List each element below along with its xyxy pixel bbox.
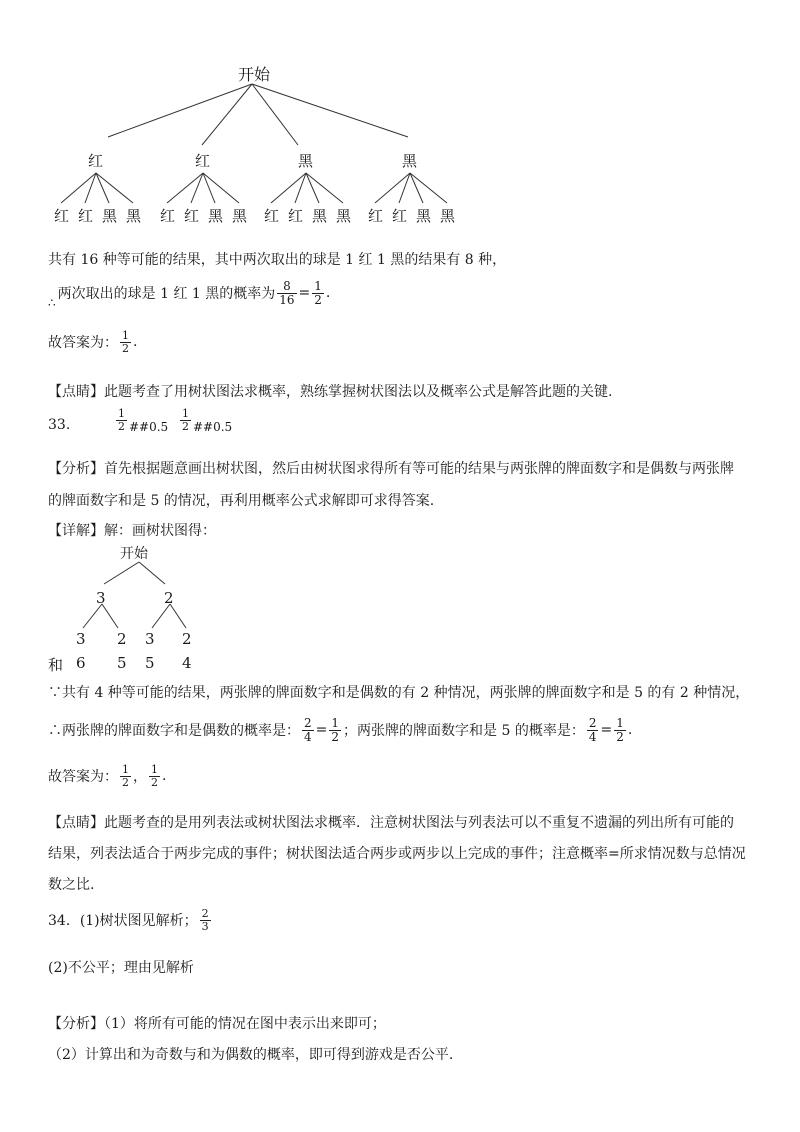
q33-answer-2: $\frac{1}{2}$ ##0.5 — [182, 407, 233, 434]
q33-analysis-line2: 的牌面数字和是 5 的情况，再利用概率公式求解即可求得答案. — [48, 493, 435, 509]
q32-result-line: 共有 16 种等可能的结果，其中两次取出的球是 1 红 1 黑的结果有 8 种， — [48, 252, 507, 268]
tree1-leaf: 黑 — [126, 207, 142, 225]
tree1-leaf: 红 — [78, 207, 94, 225]
tree2-sum: 5 — [117, 654, 127, 672]
tree1-leaf: 红 — [288, 207, 304, 225]
tree1-leaf: 红 — [392, 207, 408, 225]
tree2-sum: 6 — [76, 654, 86, 672]
tree1-leaf: 红 — [160, 207, 176, 225]
q34-answer-line2: (2)不公平；理由见解析 — [48, 960, 194, 976]
tree1-leaf: 黑 — [336, 207, 352, 225]
fraction: $\frac{2}{4}$ — [588, 715, 597, 744]
fraction: $\frac{2}{4}$ — [304, 715, 312, 744]
q33-answer: 故答案为： $\frac{1}{2}$ ， $\frac{1}{2}$ . — [48, 762, 167, 789]
tree1-leaf: 红 — [54, 207, 70, 225]
tree2-sum-label: 和 — [48, 656, 64, 674]
q32-probability-line: ∴ 两次取出的球是 1 红 1 黑的概率为 $\frac{8}{16}$ = $\frac{1}{2}$ . — [48, 278, 331, 310]
tree1-leaf: 黑 — [232, 207, 248, 225]
tree-diagram-1-lines — [0, 0, 800, 240]
fraction: $\frac{1}{2}$ — [122, 762, 129, 789]
tree2-root: 开始 — [120, 546, 148, 562]
answer-label: 故答案为： — [48, 335, 118, 351]
tree1-leaf: 黑 — [208, 207, 224, 225]
q33-comment-line1: 【点睛】此题考查的是用列表法或树状图法求概率．注意树状图法与列表法可以不重复不遗漏的列出所有可能的 — [48, 815, 734, 831]
tree2-leaf: 2 — [182, 630, 192, 648]
q33-because-line: ∵共有 4 种等可能的结果，两张牌的牌面数字和是偶数的有 2 种情况，两张牌的牌面数字和是 5 的有 2 种情况， — [48, 685, 750, 701]
tree1-node: 黑 — [402, 152, 418, 170]
tree2-sum: 4 — [182, 654, 192, 672]
tree1-leaf: 红 — [368, 207, 384, 225]
tree1-node: 黑 — [298, 152, 314, 170]
therefore-symbol: ∴ — [48, 296, 56, 310]
tree2-sum: 5 — [145, 654, 155, 672]
tree1-leaf: 黑 — [312, 207, 328, 225]
tree2-node: 3 — [96, 589, 106, 607]
fraction: $\frac{1}{2}$ — [151, 762, 158, 789]
q33-probability-line: ∴两张牌的牌面数字和是偶数的概率是： $\frac{2}{4}$ = $\frac{1}{2}$ ；两张牌的牌面数字和是 5 的概率是： $\frac{2}{4}$ = $\frac{1}{2}$ . — [48, 715, 633, 744]
tree1-root: 开始 — [238, 65, 271, 84]
q34-answer-line1: 34．(1)树状图见解析； $\frac{2}{3}$ — [48, 906, 209, 933]
q33-answer-line — [48, 408, 348, 438]
fraction: $\frac{1}{2}$ — [122, 328, 129, 355]
q34-analysis-line2: （2）计算出和为奇数与和为偶数的概率，即可得到游戏是否公平. — [48, 1047, 454, 1063]
q33-answer-1: $\frac{1}{2}$ ##0.5 — [118, 407, 169, 434]
tree1-leaf: 黑 — [102, 207, 118, 225]
tree2-leaf: 3 — [145, 630, 155, 648]
q34-analysis-line1: 【分析】（1）将所有可能的情况在图中表示出来即可； — [48, 1016, 386, 1032]
fraction: $\frac{1}{2}$ — [331, 715, 340, 744]
question-number: 33. — [48, 417, 71, 433]
fraction: $\frac{8}{16}$ — [279, 278, 295, 307]
q32-answer: 故答案为： $\frac{1}{2}$ . — [48, 328, 138, 355]
tree1-leaf: 黑 — [440, 207, 456, 225]
tree1-leaf: 黑 — [416, 207, 432, 225]
tree1-node: 红 — [195, 152, 211, 170]
q33-comment-line3: 数之比. — [48, 877, 95, 893]
q33-detail: 【详解】解：画树状图得： — [48, 523, 216, 539]
answer-label: 故答案为： — [48, 769, 118, 785]
tree1-leaf: 红 — [264, 207, 280, 225]
tree2-leaf: 3 — [76, 630, 86, 648]
tree1-node: 红 — [88, 152, 104, 170]
tree2-leaf: 2 — [117, 630, 127, 648]
tree1-leaf: 红 — [184, 207, 200, 225]
fraction: $\frac{1}{2}$ — [616, 715, 624, 744]
q32-probability-text: 两次取出的球是 1 红 1 黑的概率为 — [57, 286, 276, 302]
q33-comment-line2: 结果，列表法适合于两步完成的事件；树状图法适合两步或两步以上完成的事件；注意概率=所求情况数与总情况 — [48, 846, 746, 862]
q33-analysis-line1: 【分析】首先根据题意画出树状图，然后由树状图求得所有等可能的结果与两张牌的牌面数字和是偶数与两张牌 — [48, 461, 734, 477]
fraction: $\frac{2}{3}$ — [201, 906, 209, 933]
q32-comment: 【点睛】此题考查了用树状图法求概率，熟练掌握树状图法以及概率公式是解答此题的关键. — [48, 384, 613, 400]
fraction: $\frac{1}{2}$ — [314, 278, 322, 307]
tree2-node: 2 — [164, 589, 174, 607]
